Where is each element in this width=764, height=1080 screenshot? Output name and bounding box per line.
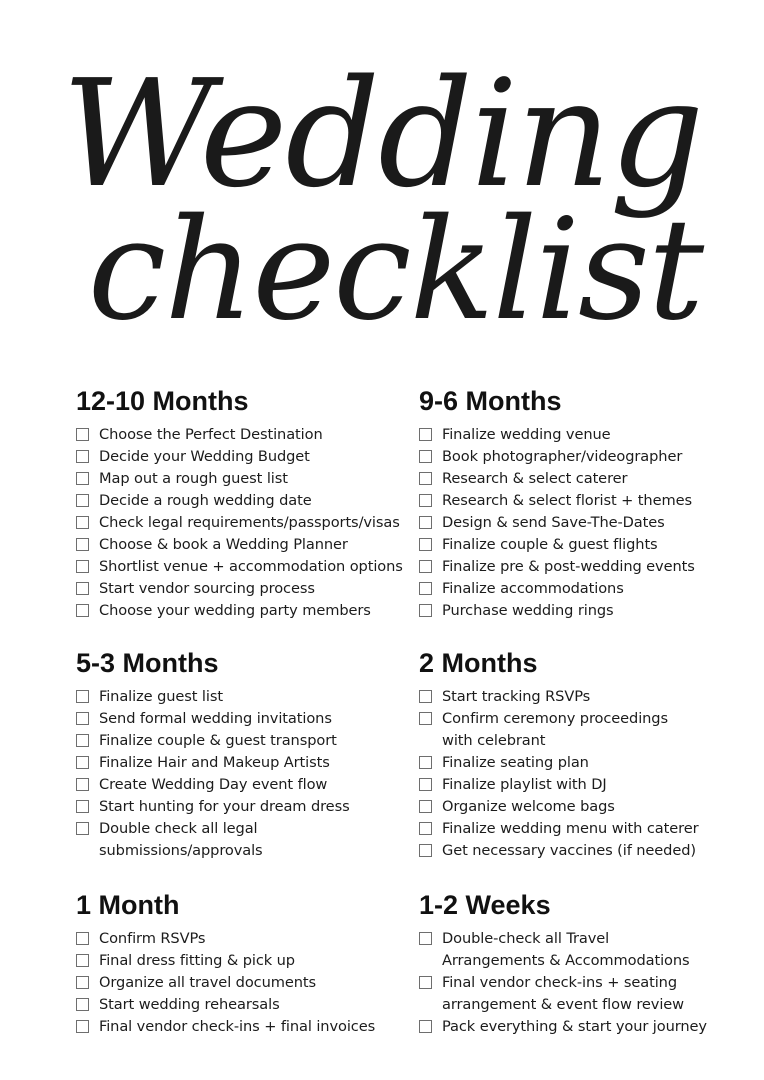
checklist-item: [76, 600, 406, 622]
checklist-item: [419, 556, 729, 578]
checkbox[interactable]: [76, 954, 89, 967]
checklist-item-label: Organize all travel documents: [99, 974, 317, 991]
checkbox[interactable]: [76, 582, 89, 595]
section-2-months: [419, 648, 719, 862]
checklist-item: [76, 1016, 386, 1038]
checklist: [76, 928, 386, 1038]
title-line-1: Wedding: [61, 48, 703, 220]
checklist-item: [76, 686, 376, 708]
section-heading: 5-3 Months: [76, 648, 219, 678]
checklist-item: [419, 796, 719, 818]
checklist-item: [76, 708, 376, 730]
checkbox[interactable]: [76, 932, 89, 945]
checklist-item: [419, 600, 729, 622]
checkbox[interactable]: [76, 472, 89, 485]
checklist-item-label: Start tracking RSVPs: [442, 688, 591, 705]
section-9-6-months: [419, 386, 729, 622]
checkbox[interactable]: [419, 756, 432, 769]
checkbox[interactable]: [419, 778, 432, 791]
checklist-item: [76, 424, 406, 446]
checklist: [419, 928, 729, 1038]
checklist-item-label: Finalize seating plan: [442, 754, 589, 771]
checkbox[interactable]: [419, 976, 432, 989]
checkbox[interactable]: [76, 690, 89, 703]
checklist-item: [419, 752, 719, 774]
checklist-item: [419, 818, 719, 840]
checklist-item: [76, 796, 376, 818]
checklist-item-label: Choose your wedding party members: [99, 602, 371, 619]
section-heading: 12-10 Months: [76, 386, 249, 416]
checklist-item-label: Finalize wedding menu with caterer: [442, 820, 699, 837]
checkbox[interactable]: [76, 712, 89, 725]
checkbox[interactable]: [419, 932, 432, 945]
checkbox[interactable]: [76, 822, 89, 835]
checkbox[interactable]: [76, 494, 89, 507]
checklist-item-label: Finalize pre & post-wedding events: [442, 558, 695, 575]
title-script: [0, 0, 764, 360]
checklist-item: [419, 468, 729, 490]
checkbox[interactable]: [76, 756, 89, 769]
checklist-item: [419, 512, 729, 534]
checklist-item-label: Start vendor sourcing process: [99, 580, 315, 597]
checklist-item: [76, 752, 376, 774]
checklist-item-label: Check legal requirements/passports/visas: [99, 514, 400, 531]
checklist-item-label: Shortlist venue + accommodation options: [99, 558, 403, 575]
checklist: [419, 424, 729, 622]
checklist-item: [419, 534, 729, 556]
checklist-item-label: Final vendor check-ins + seating arrangement & event flow review: [442, 974, 685, 1013]
section-heading: 1 Month: [76, 890, 180, 920]
checklist-item: [76, 446, 406, 468]
checkbox[interactable]: [419, 560, 432, 573]
checklist-item-label: Pack everything & start your journey: [442, 1018, 707, 1035]
checklist-item-label: Confirm ceremony proceedings with celebrant: [442, 710, 668, 749]
checklist-item: [76, 818, 376, 862]
checklist-item: [76, 730, 376, 752]
section-1-2-weeks: [419, 890, 729, 1038]
checklist-item-label: Finalize wedding venue: [442, 426, 611, 443]
title-line-2: checklist: [87, 189, 703, 352]
checklist: [76, 424, 406, 622]
checklist-item-label: Finalize guest list: [99, 688, 223, 705]
checklist-item-label: Finalize accommodations: [442, 580, 624, 597]
checkbox[interactable]: [419, 604, 432, 617]
checklist-item-label: Purchase wedding rings: [442, 602, 614, 619]
checklist-item-label: Finalize Hair and Makeup Artists: [99, 754, 330, 771]
checklist-item-label: Choose & book a Wedding Planner: [99, 536, 348, 553]
checklist-item: [76, 972, 386, 994]
checklist-item: [419, 928, 729, 972]
checklist-item: [76, 950, 386, 972]
checkbox[interactable]: [76, 1020, 89, 1033]
checklist-item: [76, 774, 376, 796]
checklist-item: [419, 1016, 729, 1038]
section-heading: 9-6 Months: [419, 386, 562, 416]
checklist-item-label: Double check all legal submissions/approvals: [99, 820, 263, 859]
checkbox[interactable]: [419, 844, 432, 857]
checklist-item-label: Double-check all Travel Arrangements & Accommodations: [442, 930, 690, 969]
checkbox[interactable]: [76, 976, 89, 989]
checklist-item-label: Decide your Wedding Budget: [99, 448, 310, 465]
section-12-10-months: [76, 386, 406, 622]
checkbox[interactable]: [419, 472, 432, 485]
checklist-item-label: Research & select caterer: [442, 470, 628, 487]
checkbox[interactable]: [419, 582, 432, 595]
checklist-item-label: Send formal wedding invitations: [99, 710, 332, 727]
checklist-item: [419, 774, 719, 796]
checklist-item-label: Confirm RSVPs: [99, 930, 206, 947]
checkbox[interactable]: [76, 450, 89, 463]
checklist: [76, 686, 376, 862]
checklist-item: [76, 556, 406, 578]
checklist-item-label: Finalize couple & guest transport: [99, 732, 337, 749]
checklist-item-label: Get necessary vaccines (if needed): [442, 842, 696, 859]
checklist-item: [419, 686, 719, 708]
checklist-item-label: Finalize playlist with DJ: [442, 776, 607, 793]
checklist-item-label: Decide a rough wedding date: [99, 492, 312, 509]
checklist-item: [419, 972, 729, 1016]
checklist-item: [76, 490, 406, 512]
checklist-item: [419, 708, 719, 752]
checkbox[interactable]: [419, 516, 432, 529]
checklist-item: [419, 446, 729, 468]
checkbox[interactable]: [76, 428, 89, 441]
checklist-item-label: Finalize couple & guest flights: [442, 536, 658, 553]
title-block: [0, 0, 764, 360]
checklist-item-label: Design & send Save-The-Dates: [442, 514, 665, 531]
checklist-item-label: Start wedding rehearsals: [99, 996, 280, 1013]
checkbox[interactable]: [76, 516, 89, 529]
checklist-item-label: Choose the Perfect Destination: [99, 426, 323, 443]
checklist-item: [76, 468, 406, 490]
checkbox[interactable]: [76, 560, 89, 573]
checkbox[interactable]: [76, 538, 89, 551]
checkbox[interactable]: [419, 712, 432, 725]
checkbox[interactable]: [419, 800, 432, 813]
checklist-item: [419, 490, 729, 512]
section-heading: 2 Months: [419, 648, 538, 678]
checklist-item-label: Organize welcome bags: [442, 798, 615, 815]
checklist-item: [419, 424, 729, 446]
checklist-item: [76, 994, 386, 1016]
checklist-item-label: Final vendor check-ins + final invoices: [99, 1018, 376, 1035]
checkbox[interactable]: [419, 538, 432, 551]
checklist-item-label: Map out a rough guest list: [99, 470, 288, 487]
checklist-item-label: Start hunting for your dream dress: [99, 798, 350, 815]
checkbox[interactable]: [419, 822, 432, 835]
checklist-item: [76, 512, 406, 534]
checkbox[interactable]: [76, 604, 89, 617]
checkbox[interactable]: [76, 734, 89, 747]
checkbox[interactable]: [419, 494, 432, 507]
checkbox[interactable]: [419, 690, 432, 703]
checkbox[interactable]: [419, 1020, 432, 1033]
checklist-item: [419, 578, 729, 600]
checklist-item: [76, 578, 406, 600]
checklist-item-label: Final dress fitting & pick up: [99, 952, 295, 969]
checklist-item-label: Research & select florist + themes: [442, 492, 692, 509]
section-heading: 1-2 Weeks: [419, 890, 551, 920]
checkbox[interactable]: [419, 428, 432, 441]
checklist-item-label: Book photographer/videographer: [442, 448, 683, 465]
checklist-item: [76, 928, 386, 950]
checkbox[interactable]: [76, 998, 89, 1011]
checklist-item-label: Create Wedding Day event flow: [99, 776, 328, 793]
checkbox[interactable]: [419, 450, 432, 463]
section-1-month: [76, 890, 386, 1038]
checklist: [419, 686, 719, 862]
checklist-item: [419, 840, 719, 862]
checkbox[interactable]: [76, 778, 89, 791]
checklist-item: [76, 534, 406, 556]
section-5-3-months: [76, 648, 376, 862]
checkbox[interactable]: [76, 800, 89, 813]
